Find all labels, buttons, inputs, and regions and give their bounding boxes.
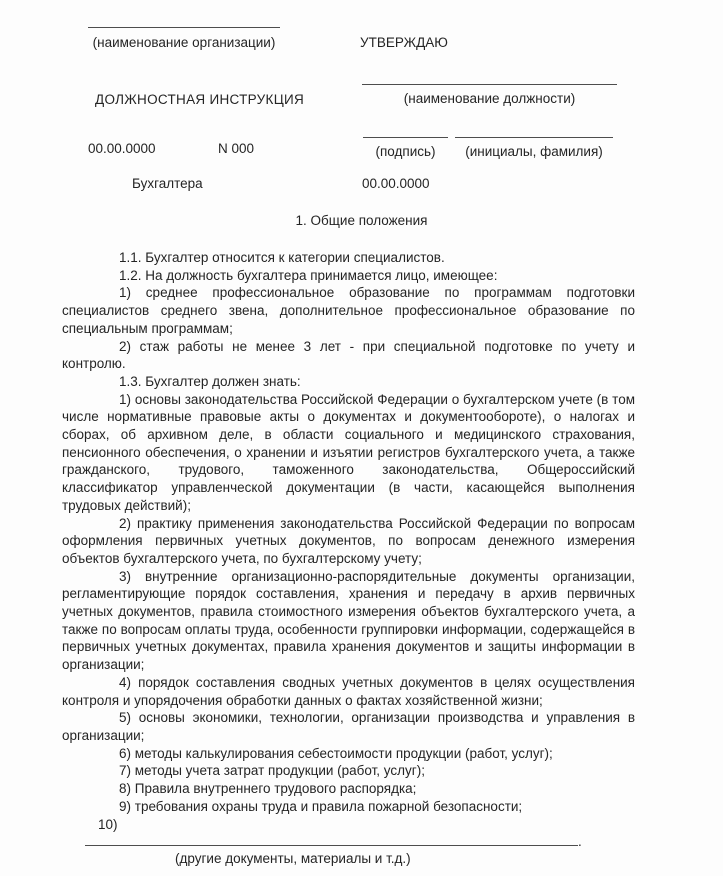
paragraph: 1.1. Бухгалтер относится к категории специалистов. bbox=[119, 250, 445, 265]
approve-label: УТВЕРЖДАЮ bbox=[360, 35, 448, 50]
position-name-underline bbox=[362, 84, 617, 85]
organization-name-caption: (наименование организации) bbox=[92, 35, 276, 50]
paragraph: 1) среднее профессиональное образование по программам подготовки специалистов среднего звена, дополнительное профессиональное образование по специальным программам; bbox=[62, 285, 635, 336]
paragraph: 1.2. На должность бухгалтера принимается лицо, имеющее: bbox=[119, 267, 498, 283]
line-end-period: . bbox=[578, 834, 582, 849]
document-number: N 000 bbox=[218, 141, 255, 156]
section-heading: 1. Общие положения bbox=[295, 213, 428, 228]
other-documents-underline bbox=[85, 834, 578, 846]
paragraph-item-10: 10) bbox=[98, 816, 118, 832]
position-value: Бухгалтера bbox=[132, 176, 203, 191]
signature-caption: (подпись) bbox=[375, 144, 436, 159]
paragraph: 2) стаж работы не менее 3 лет - при специальной подготовке по учету и контролю. bbox=[62, 338, 635, 372]
initials-underline bbox=[455, 137, 613, 138]
paragraph: 6) методы калькулирования себестоимости продукции (работ, услуг); bbox=[119, 745, 553, 761]
organization-name-underline bbox=[88, 27, 280, 28]
paragraph: 8) Правила внутреннего трудового распорядка; bbox=[119, 781, 417, 797]
paragraph: 3) внутренние организационно-распорядительные документы организации, регламентирующие порядок составления, хранения и передачу в архив первичных учетных документов, правила стоимостного измерения объектов бухгалтерского учета, а также по вопросам оплаты труда, особенности группировки информации, содержащейся в первичных учетных документах, правила хранения документов и защиты информации в организации; bbox=[62, 568, 635, 673]
paragraph: 1.3. Бухгалтер должен знать: bbox=[119, 373, 301, 389]
approve-date: 00.00.0000 bbox=[362, 176, 430, 191]
position-name-caption: (наименование должности) bbox=[403, 91, 576, 106]
document-title: ДОЛЖНОСТНАЯ ИНСТРУКЦИЯ bbox=[95, 92, 305, 107]
paragraph: 9) требования охраны труда и правила пожарной безопасности; bbox=[119, 798, 523, 814]
paragraph: 7) методы учета затрат продукции (работ, услуг); bbox=[119, 763, 425, 779]
other-documents-line bbox=[85, 834, 582, 849]
paragraph: 2) практику применения законодательства Российской Федерации по вопросам оформления первичных учетных документов, по вопросам денежного измерения объектов бухгалтерского учета, по бухгалтерскому учету; bbox=[62, 515, 635, 566]
paragraph: 4) порядок составления сводных учетных документов в целях осуществления контроля и упорядочения обработки данных о фактах хозяйственной жизни; bbox=[62, 674, 635, 708]
document-body bbox=[62, 249, 635, 833]
initials-caption: (инициалы, фамилия) bbox=[465, 144, 603, 159]
document-date: 00.00.0000 bbox=[88, 141, 156, 156]
paragraph: 5) основы экономики, технологии, организации производства и управления в организации; bbox=[62, 710, 635, 743]
signature-underline bbox=[363, 137, 448, 138]
paragraph: 1) основы законодательства Российской Федерации о бухгалтерском учете (в том числе нормативные правовые акты о документах и документообороте), о налогах и сборах, об архивном деле, в области социального и медицинского страхования, пенсионного обеспечения, о хранении и изъятии регистров бухгалтерского учета, а также гражданского, трудового, таможенного законодательства, Общероссийский классификатор управленческой документации (в части, касающейся выполнения трудовых действий); bbox=[62, 391, 635, 513]
other-documents-caption: (другие документы, материалы и т.д.) bbox=[175, 851, 411, 866]
